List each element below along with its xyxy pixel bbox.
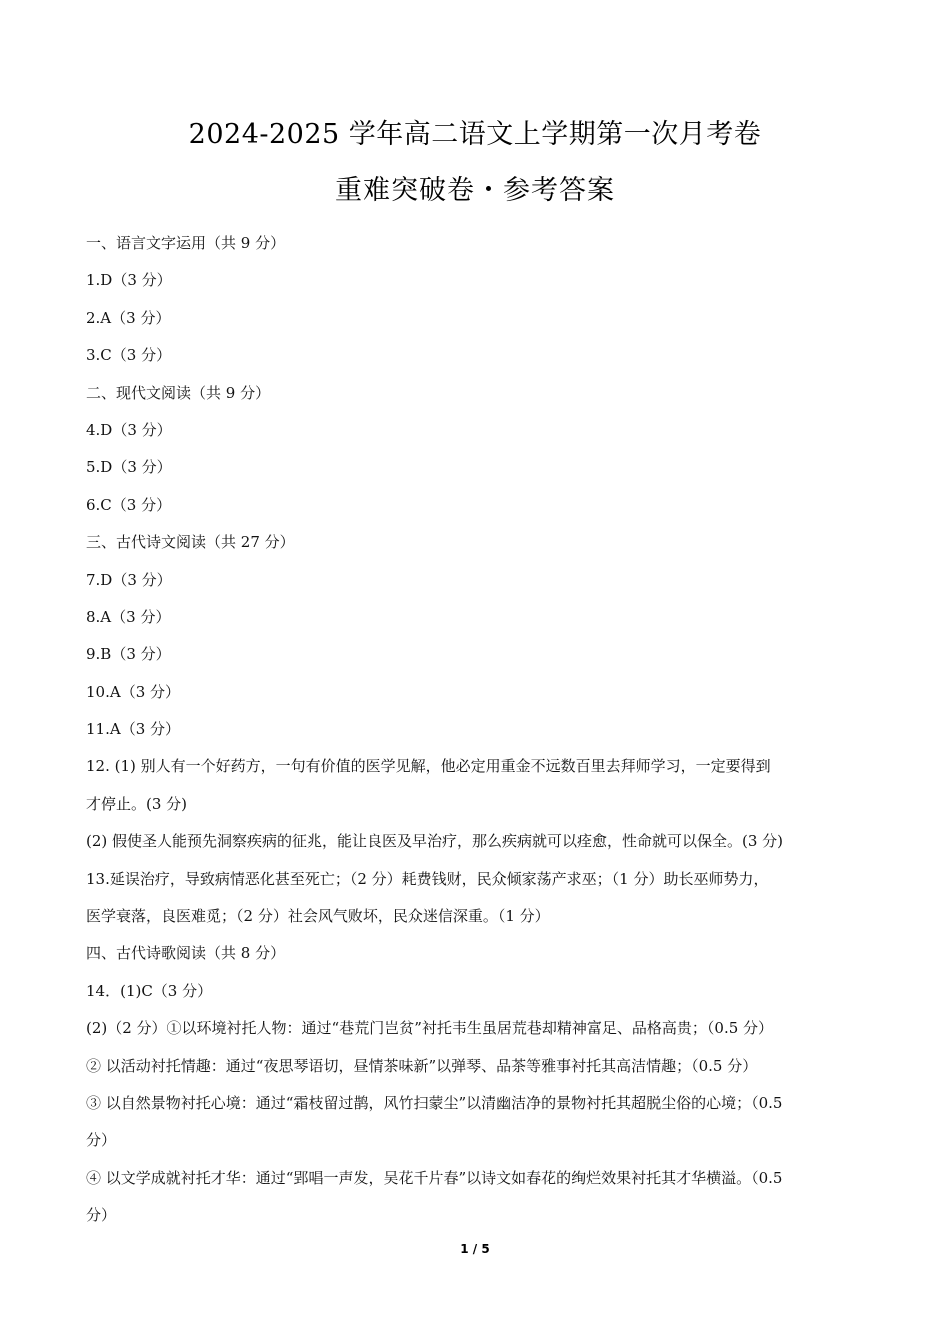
answer-line: ② 以活动衬托情趣：通过“夜思琴语切，昼情茶味新”以弹琴、品茶等雅事衬托其高洁情趣；（0.5 分）: [86, 1056, 758, 1075]
answer-line: ④ 以文学成就衬托才华：通过“郢唱一声发，吴花千片春”以诗文如春花的绚烂效果衬托其才华横溢。（0.5: [86, 1168, 783, 1187]
answer-line: 2.A（3 分）: [86, 308, 171, 327]
answer-line: (2) 假使圣人能预先洞察疾病的征兆，能让良医及早治疗，那么疾病就可以痊愈，性命就可以保全。(3 分): [86, 832, 784, 851]
page-number: 1 / 5: [460, 1242, 490, 1256]
answer-line: (2)（2 分）①以环境衬托人物：通过“巷荒门岂贫”衬托韦生虽居荒巷却精神富足、品格高贵；（0.5 分）: [86, 1019, 774, 1038]
answer-line: 11.A（3 分）: [86, 720, 180, 739]
answer-line: 1.D（3 分）: [86, 271, 172, 290]
answer-line: 分）: [86, 1206, 117, 1225]
answer-line: 5.D（3 分）: [86, 458, 172, 477]
answer-line: ③ 以自然景物衬托心境：通过“霜枝留过鹊，风竹扫蒙尘”以清幽洁净的景物衬托其超脱尘俗的心境；（0.5: [86, 1093, 783, 1112]
answer-content: [86, 230, 886, 1240]
page-title: 2024-2025 学年高二语文上学期第一次月考卷: [188, 119, 762, 150]
answer-line: 10.A（3 分）: [86, 682, 180, 701]
answer-line: 3.C（3 分）: [86, 346, 172, 365]
answer-line: 12. (1) 别人有一个好药方，一句有价值的医学见解，他必定用重金不远数百里去拜师学习，一定要得到: [86, 757, 771, 776]
page-subtitle: 重难突破卷・参考答案: [335, 175, 615, 206]
answer-line: 6.C（3 分）: [86, 495, 172, 514]
answer-line: 7.D（3 分）: [86, 570, 172, 589]
answer-line: 才停止。(3 分): [86, 794, 188, 813]
answer-line: 9.B（3 分）: [86, 645, 171, 664]
section-heading: 二、现代文阅读（共 9 分）: [86, 383, 271, 402]
section-heading: 四、古代诗歌阅读（共 8 分）: [86, 944, 286, 963]
answer-line: 分）: [86, 1131, 117, 1150]
answer-line: 4.D（3 分）: [86, 420, 172, 439]
answer-line: 8.A（3 分）: [86, 607, 171, 626]
answer-line: 医学衰落，良医难觅；（2 分）社会风气败坏，民众迷信深重。（1 分）: [86, 907, 550, 926]
answer-line: 14．(1)C（3 分）: [86, 981, 213, 1000]
section-heading: 三、古代诗文阅读（共 27 分）: [86, 533, 295, 552]
section-heading: 一、语言文字运用（共 9 分）: [86, 234, 286, 252]
answer-line: 13.延误治疗，导致病情恶化甚至死亡；（2 分）耗费钱财，民众倾家荡产求巫；（1 分）助长巫师势力，: [86, 869, 769, 888]
